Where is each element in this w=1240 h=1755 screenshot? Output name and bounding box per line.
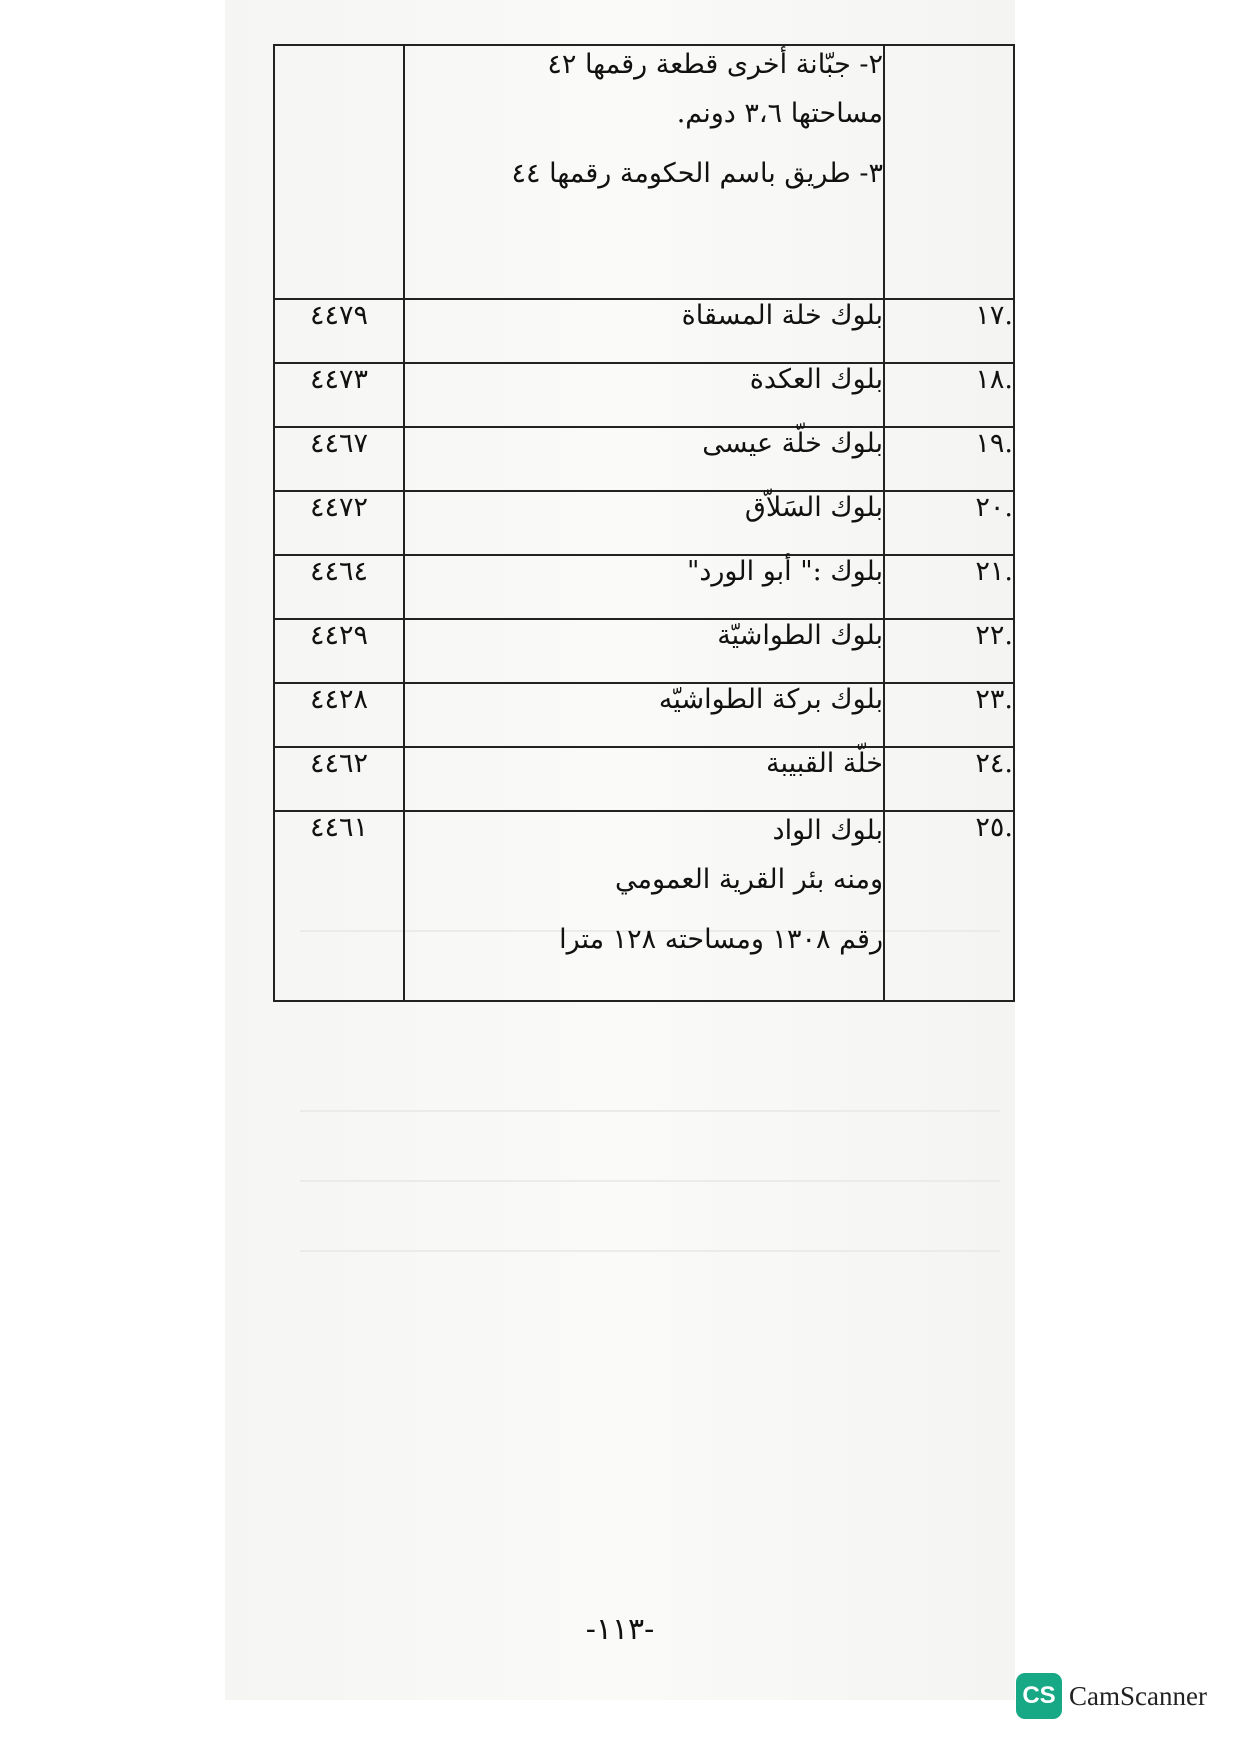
- table-row: [274, 45, 1014, 299]
- description-line: بلوك الواد: [772, 815, 883, 846]
- row-number: .٢٣: [884, 683, 1014, 747]
- code-cell: [274, 45, 404, 299]
- continued-description-cell: [404, 45, 884, 299]
- table-row: [274, 747, 1014, 811]
- bleed-through-line: [300, 1250, 1000, 1252]
- block-code: ٤٤٢٩: [274, 619, 404, 683]
- table-row: [274, 299, 1014, 363]
- block-code: ٤٤٦٤: [274, 555, 404, 619]
- camscanner-logo-icon: CS: [1016, 1673, 1062, 1719]
- table-row: [274, 491, 1014, 555]
- description-line: ومنه بئر القرية العمومي: [615, 864, 883, 895]
- description-line: مساحتها ٣،٦ دونم.: [676, 98, 883, 129]
- block-name: بلوك بركة الطواشيّه: [404, 683, 884, 747]
- row-number: .١٨: [884, 363, 1014, 427]
- block-name: بلوك خلة المسقاة: [404, 299, 884, 363]
- land-blocks-table: [273, 44, 1015, 1002]
- block-name: بلوك خلّة عيسى: [404, 427, 884, 491]
- row-number: .١٩: [884, 427, 1014, 491]
- row-number: .٢٢: [884, 619, 1014, 683]
- description-line: ٢- جبّانة أخرى قطعة رقمها ٤٢: [547, 49, 883, 80]
- row-number: .٢٤: [884, 747, 1014, 811]
- table-row: [274, 811, 1014, 1001]
- block-name: بلوك السَلاّق: [404, 491, 884, 555]
- description-line: رقم ١٣٠٨ ومساحته ١٢٨ مترا: [559, 924, 883, 955]
- description-line: ٣- طريق باسم الحكومة رقمها ٤٤: [511, 158, 883, 189]
- block-code: ٤٤٦١: [274, 811, 404, 1001]
- table-row: [274, 619, 1014, 683]
- camscanner-label: CamScanner: [1069, 1680, 1207, 1711]
- row-number: .١٧: [884, 299, 1014, 363]
- block-code: ٤٤٦٧: [274, 427, 404, 491]
- block-code: ٤٤٧٢: [274, 491, 404, 555]
- bleed-through-line: [300, 1110, 1000, 1112]
- row-number: .٢٠: [884, 491, 1014, 555]
- row-number: .٢١: [884, 555, 1014, 619]
- table-row: [274, 363, 1014, 427]
- table-row: [274, 427, 1014, 491]
- block-name: بلوك العكدة: [404, 363, 884, 427]
- block-name: [404, 811, 884, 1001]
- block-code: ٤٤٧٣: [274, 363, 404, 427]
- block-code: ٤٤٧٩: [274, 299, 404, 363]
- bleed-through-line: [300, 1180, 1000, 1182]
- block-name: بلوك :" أبو الورد": [404, 555, 884, 619]
- block-code: ٤٤٦٢: [274, 747, 404, 811]
- table-row: [274, 683, 1014, 747]
- number-cell: [884, 45, 1014, 299]
- row-number: .٢٥: [884, 811, 1014, 1001]
- block-code: ٤٤٢٨: [274, 683, 404, 747]
- block-name: بلوك الطواشيّة: [404, 619, 884, 683]
- page-number: -١١٣-: [585, 1612, 655, 1647]
- camscanner-watermark: [1016, 1673, 1207, 1719]
- block-name: خلّة القبيبة: [404, 747, 884, 811]
- table-row: [274, 555, 1014, 619]
